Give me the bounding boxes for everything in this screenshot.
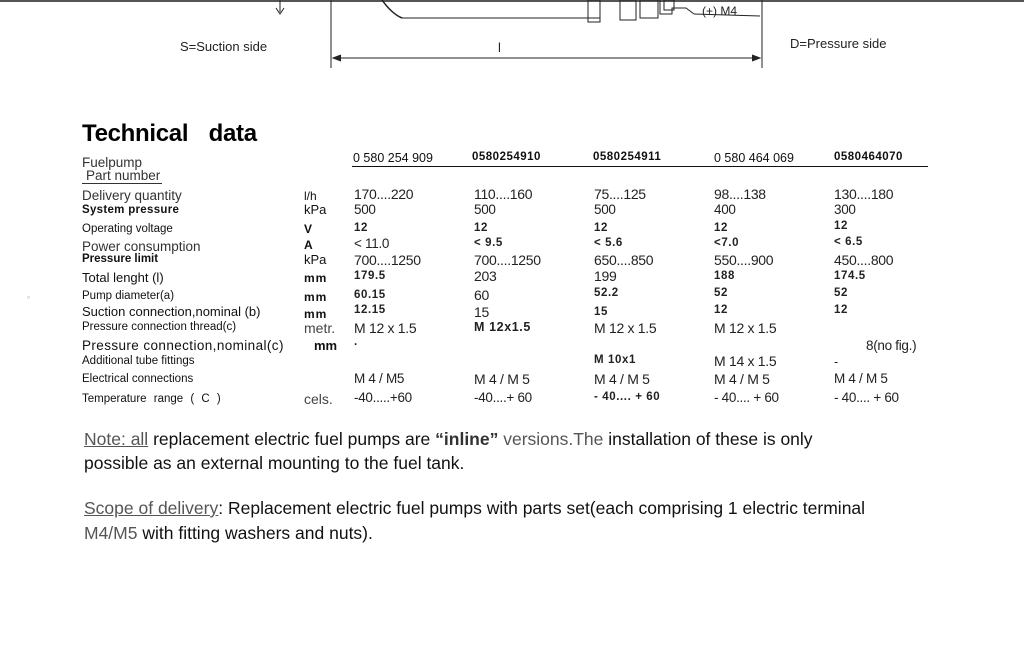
cell-temperature-5: - 40.... + 60	[834, 390, 899, 405]
dimension-length-label: l	[498, 40, 501, 55]
row-label-delivery: Delivery quantity	[82, 188, 182, 203]
terminal-label: (+) M4	[702, 4, 738, 18]
cell-system-pressure-1: 500	[354, 202, 376, 217]
part-number-col-2: 0580254910	[472, 151, 541, 163]
note-text-c: installation of these is only	[603, 429, 813, 449]
scope-text-2: with fitting washers and nuts).	[137, 523, 373, 543]
cell-pressure-limit-1: 700....1250	[354, 252, 421, 268]
cell-voltage-3: 12	[594, 222, 608, 234]
cell-additional-fittings-3: M 10x1	[594, 354, 636, 366]
cell-pressure-limit-5: 450....800	[834, 252, 894, 268]
row-label-power: Power consumption	[82, 239, 201, 254]
cell-pressure-limit-3: 650....850	[594, 252, 654, 268]
unit-temperature: cels.	[304, 391, 333, 407]
unit-system-pressure: kPa	[304, 202, 327, 217]
cell-electrical-3: M 4 / M 5	[594, 371, 650, 387]
cell-additional-fittings-4: M 14 x 1.5	[714, 353, 777, 369]
unit-voltage: V	[304, 222, 313, 236]
cell-delivery-2: 110....160	[474, 186, 533, 202]
cell-pressure-thread-1: M 12 x 1.5	[354, 320, 417, 336]
cell-total-length-4: 188	[714, 270, 735, 282]
row-label-additional-fittings: Additional tube fittings	[82, 355, 195, 367]
cell-total-length-5: 174.5	[834, 270, 866, 282]
unit-pressure-limit: kPa	[304, 252, 327, 267]
unit-total-length: mm	[304, 271, 328, 285]
unit-pump-diameter: mm	[304, 290, 328, 304]
cell-total-length-3: 199	[594, 268, 617, 284]
unit-delivery: l/h	[304, 189, 317, 203]
row-label-pressure-thread: Pressure connection thread(c)	[82, 321, 237, 333]
note-line-2: possible as an external mounting to the fuel tank.	[84, 453, 465, 473]
scope-text-1: : Replacement electric fuel pumps with parts set(each comprising 1 electric terminal	[218, 498, 866, 518]
pressure-side-label: D=Pressure side	[790, 36, 887, 51]
scope-lead: Scope of delivery	[84, 498, 219, 518]
cell-system-pressure-3: 500	[594, 202, 616, 217]
scope-terminal: M4/M5	[84, 523, 138, 543]
cell-system-pressure-2: 500	[474, 202, 496, 217]
cell-delivery-3: 75....125	[594, 186, 646, 202]
cell-power-1: < 11.0	[354, 236, 390, 251]
part-number-text: Part number	[86, 168, 161, 183]
cell-electrical-1: M 4 / M5	[354, 371, 405, 386]
row-label-temperature: Temperature range ( C )	[82, 393, 221, 405]
fuelpump-label: Fuelpump	[82, 155, 143, 170]
page-title: Technical data	[82, 120, 257, 147]
cell-delivery-5: 130....180	[834, 186, 894, 202]
cell-delivery-4: 98....138	[714, 186, 766, 202]
part-number-rule	[352, 166, 928, 167]
note-text-b: versions.The	[498, 429, 604, 449]
row-label-pressure-limit: Pressure limit	[82, 253, 159, 265]
cell-delivery-1: 170....220	[354, 186, 414, 202]
cell-temperature-2: -40....+ 60	[474, 390, 532, 405]
cell-total-length-2: 203	[474, 268, 497, 284]
cell-pump-diameter-4: 52	[714, 287, 728, 299]
cell-system-pressure-4: 400	[714, 202, 736, 217]
cell-pump-diameter-2: 60	[474, 287, 489, 303]
cell-pressure-limit-2: 700....1250	[474, 252, 541, 268]
cell-temperature-4: - 40.... + 60	[714, 390, 779, 405]
part-number-underline	[82, 183, 162, 184]
cell-suction-1: 12.15	[354, 304, 386, 316]
cell-suction-2: 15	[474, 304, 489, 320]
part-number-label	[86, 168, 160, 183]
cell-system-pressure-5: 300	[834, 202, 856, 217]
row-label-total-length: Total lenght (l)	[82, 270, 164, 285]
margin-mark: ▫	[27, 293, 30, 302]
unit-pressure-nominal: mm	[314, 338, 338, 353]
cell-suction-4: 12	[714, 304, 728, 316]
cell-power-3: < 5.6	[594, 237, 623, 249]
cell-pressure-nominal-1: .	[354, 336, 358, 348]
unit-pressure-thread: metr.	[304, 320, 336, 336]
cell-pump-diameter-5: 52	[834, 287, 848, 299]
note-text-a: replacement electric fuel pumps are	[148, 429, 436, 449]
unit-power: A	[304, 238, 313, 252]
cell-pressure-limit-4: 550....900	[714, 252, 774, 268]
scope-line-1	[84, 497, 865, 520]
cell-electrical-4: M 4 / M 5	[714, 371, 770, 387]
part-number-col-5: 0580464070	[834, 151, 903, 163]
row-label-electrical: Electrical connections	[82, 373, 194, 385]
cell-total-length-1: 179.5	[354, 270, 386, 282]
part-number-col-3: 0580254911	[593, 151, 662, 163]
cell-pressure-nominal-5: 8(no fig.)	[866, 338, 917, 353]
unit-suction: mm	[304, 307, 328, 321]
row-label-system-pressure: System pressure	[82, 204, 180, 216]
note-line-1	[84, 428, 813, 451]
note-lead: Note: all	[84, 429, 149, 449]
row-label-voltage: Operating voltage	[82, 223, 173, 235]
cell-voltage-4: 12	[714, 222, 728, 234]
cell-power-4: <7.0	[714, 237, 740, 249]
cell-pressure-thread-2: M 12x1.5	[474, 320, 531, 334]
cell-temperature-3: - 40.... + 60	[594, 391, 661, 403]
cell-power-2: < 9.5	[474, 237, 503, 249]
cell-voltage-2: 12	[474, 222, 488, 234]
row-label-suction: Suction connection,nominal (b)	[82, 304, 261, 319]
cell-suction-5: 12	[834, 304, 848, 316]
scope-line-2	[84, 522, 373, 545]
cell-suction-3: 15	[594, 306, 608, 318]
part-number-col-4: 0 580 464 069	[714, 151, 794, 165]
row-label-pressure-nominal: Pressure connection,nominal(c)	[82, 338, 284, 353]
cell-electrical-5: M 4 / M 5	[834, 371, 888, 386]
cell-voltage-1: 12	[354, 222, 368, 234]
cell-temperature-1: -40.....+60	[354, 390, 412, 405]
suction-side-label: S=Suction side	[180, 39, 268, 54]
note-inline: “inline”	[435, 429, 499, 449]
cell-voltage-5: 12	[834, 220, 848, 232]
cell-pump-diameter-3: 52.2	[594, 287, 619, 299]
cell-pump-diameter-1: 60.15	[354, 289, 386, 301]
cell-electrical-2: M 4 / M 5	[474, 371, 530, 387]
cell-pressure-thread-3: M 12 x 1.5	[594, 320, 657, 336]
cell-pressure-thread-4: M 12 x 1.5	[714, 320, 777, 336]
cell-additional-fittings-5: -	[834, 355, 838, 369]
part-number-col-1: 0 580 254 909	[353, 151, 433, 165]
row-label-pump-diameter: Pump diameter(a)	[82, 290, 175, 302]
cell-power-5: < 6.5	[834, 236, 863, 248]
